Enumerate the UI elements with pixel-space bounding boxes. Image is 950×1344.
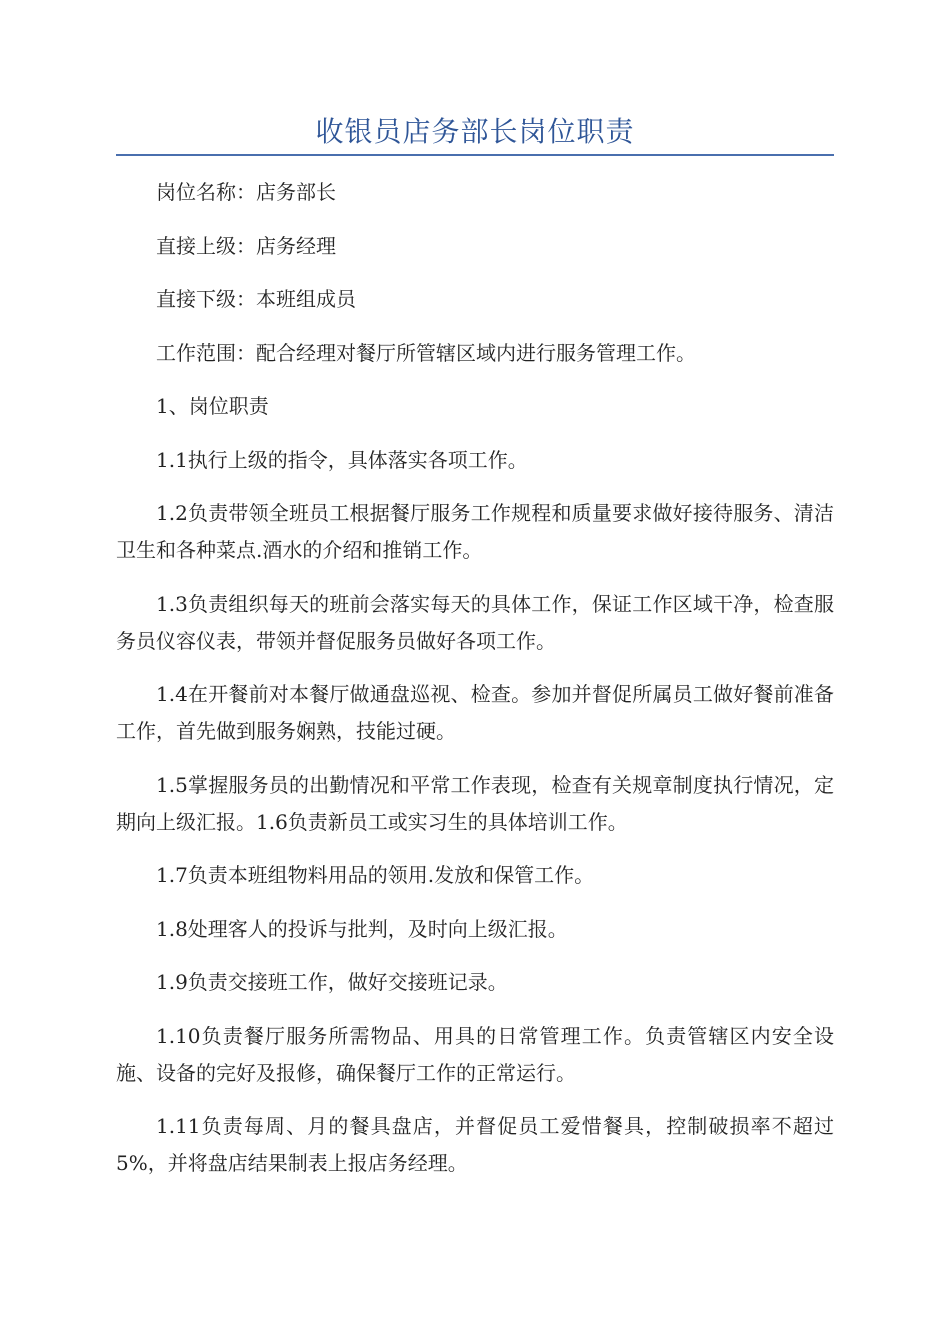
paragraph-work-scope: 工作范围：配合经理对餐厅所管辖区域内进行服务管理工作。 <box>156 340 696 365</box>
duty-item-1-3: 1.3负责组织每天的班前会落实每天的具体工作，保证工作区域干净，检查服务员仪容仪表，带领并督促服务员做好各项工作。 <box>116 591 834 653</box>
duty-item-1-1: 1.1执行上级的指令，具体落实各项工作。 <box>156 447 528 472</box>
duty-item-1-4: 1.4在开餐前对本餐厅做通盘巡视、检查。参加并督促所属员工做好餐前准备工作，首先做到服务娴熟，技能过硬。 <box>116 682 834 743</box>
duty-item-1-8: 1.8处理客人的投诉与批判，及时向上级汇报。 <box>156 916 568 941</box>
paragraph-position-name: 岗位名称：店务部长 <box>156 180 336 204</box>
document-body <box>116 174 834 1199</box>
duty-item-1-10: 1.10负责餐厅服务所需物品、用具的日常管理工作。负责管辖区内安全设施、设备的完好及报修，确保餐厅工作的正常运行。 <box>116 1023 834 1085</box>
duty-item-1-2: 1.2负责带领全班员工根据餐厅服务工作规程和质量要求做好接待服务、清洁卫生和各种菜点.酒水的介绍和推销工作。 <box>116 501 834 562</box>
document-title: 收银员店务部长岗位职责 <box>315 115 635 148</box>
title-underline <box>116 154 834 156</box>
duty-item-1-11: 1.11负责每周、月的餐具盘店，并督促员工爱惜餐具，控制破损率不超过5%，并将盘店结果制表上报店务经理。 <box>116 1114 834 1175</box>
duty-item-1-9: 1.9负责交接班工作，做好交接班记录。 <box>156 970 508 994</box>
section-heading-duties: 1、岗位职责 <box>156 394 269 418</box>
duty-item-1-7: 1.7负责本班组物料用品的领用.发放和保管工作。 <box>156 863 595 887</box>
duty-item-1-5: 1.5掌握服务员的出勤情况和平常工作表现，检查有关规章制度执行情况，定期向上级汇报。1.6负责新员工或实习生的具体培训工作。 <box>116 772 834 834</box>
paragraph-direct-subordinate: 直接下级：本班组成员 <box>156 287 356 311</box>
paragraph-direct-superior: 直接上级：店务经理 <box>156 233 336 258</box>
